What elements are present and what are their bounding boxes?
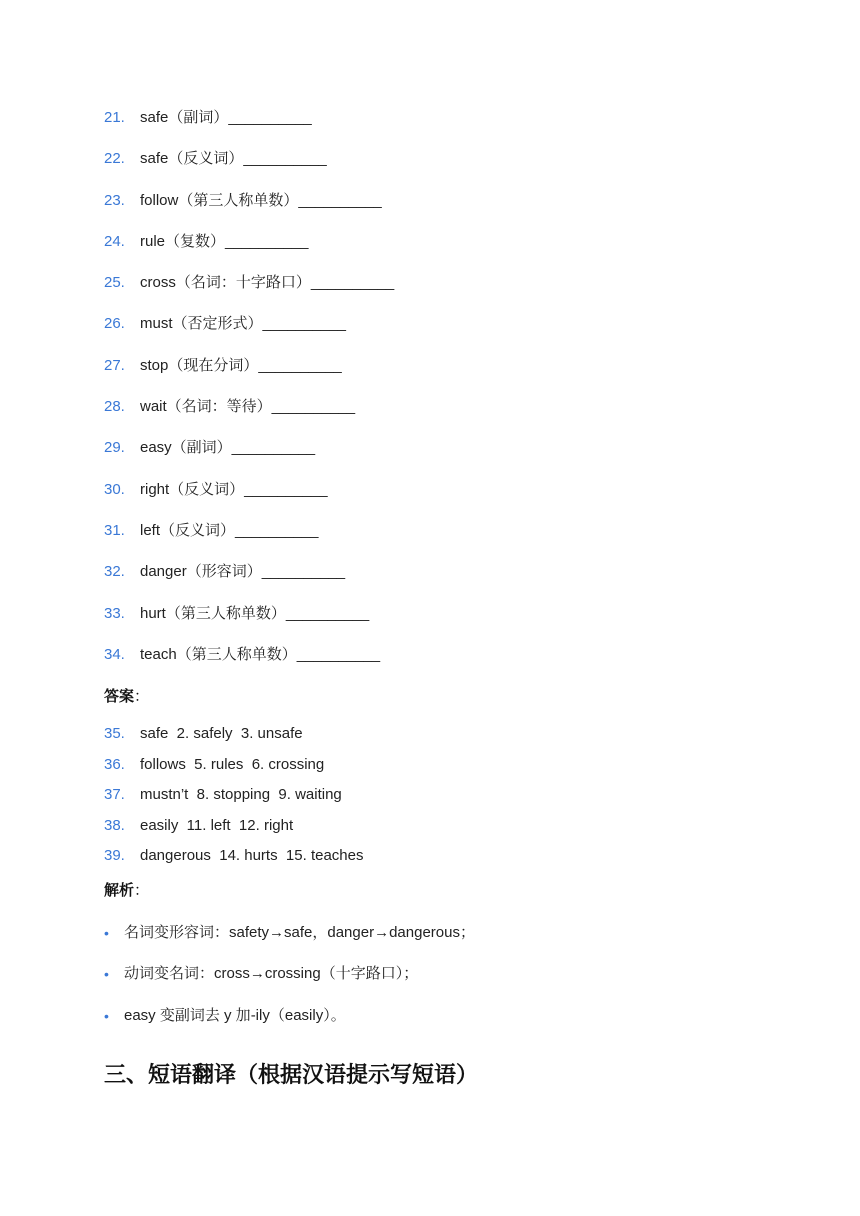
- question-number: 33.: [104, 604, 125, 622]
- question-number: 31.: [104, 521, 125, 539]
- question-text: hurt（第三人称单数）__________: [140, 604, 370, 622]
- question-text: safe（副词）__________: [140, 109, 312, 126]
- analysis-label: [104, 880, 149, 902]
- question-text: rule（复数）__________: [140, 232, 309, 250]
- analysis-text: 名词变形容词：safety→safe，danger→dangerous；: [124, 924, 475, 941]
- answer-item: [104, 784, 363, 815]
- question-list: [104, 107, 394, 685]
- question-number: 26.: [104, 315, 125, 333]
- analysis-text: easy 变副词去 y 加-ily（easily）。: [124, 1006, 346, 1024]
- section-heading: 三、短语翻译（根据汉语提示写短语）: [104, 1063, 479, 1088]
- question-item: [104, 561, 394, 602]
- analysis-item: [104, 922, 475, 963]
- answer-label: [104, 686, 149, 708]
- answer-item: [104, 845, 363, 876]
- answer-item: [104, 754, 363, 785]
- question-text: left（反义词）__________: [140, 521, 319, 539]
- question-text: teach（第三人称单数）__________: [140, 645, 381, 663]
- question-item: [104, 355, 394, 396]
- question-item: [104, 520, 394, 561]
- question-item: [104, 313, 394, 354]
- question-number: 29.: [104, 439, 125, 457]
- answer-text: easily 11. left 12. right: [140, 816, 294, 834]
- question-item: [104, 190, 394, 231]
- question-item: [104, 272, 394, 313]
- question-item: [104, 231, 394, 272]
- question-text: follow（第三人称单数）__________: [140, 191, 382, 209]
- answer-label-colon: ：: [134, 688, 150, 705]
- question-text: stop（现在分词）__________: [140, 356, 342, 374]
- question-item: [104, 479, 394, 520]
- analysis-label-text: 解析: [104, 882, 135, 899]
- question-number: 25.: [104, 274, 125, 292]
- answer-text: dangerous 14. hurts 15. teaches: [140, 847, 364, 865]
- question-number: 30.: [104, 480, 125, 498]
- bullet-icon: •: [104, 1007, 109, 1024]
- analysis-list: [104, 922, 475, 1046]
- answer-number: 35.: [104, 725, 125, 742]
- analysis-text: 动词变名词：cross→crossing（十字路口）；: [124, 965, 419, 983]
- question-text: easy（副词）__________: [140, 439, 316, 457]
- question-item: [104, 107, 394, 148]
- question-item: [104, 644, 394, 685]
- question-text: safe（反义词）__________: [140, 150, 327, 168]
- question-number: 32.: [104, 563, 125, 581]
- answer-number: 37.: [104, 786, 125, 804]
- analysis-item: [104, 1005, 475, 1046]
- answer-text: follows 5. rules 6. crossing: [140, 755, 325, 773]
- answer-text: mustn’t 8. stopping 9. waiting: [140, 786, 342, 804]
- answer-label-text: 答案: [104, 688, 135, 705]
- answer-number: 36.: [104, 755, 125, 773]
- question-item: [104, 396, 394, 437]
- question-number: 27.: [104, 356, 125, 374]
- question-item: [104, 603, 394, 644]
- analysis-item: [104, 963, 475, 1004]
- question-number: 22.: [104, 150, 125, 168]
- question-item: [104, 148, 394, 189]
- question-number: 34.: [104, 645, 125, 663]
- answer-item: [104, 723, 363, 754]
- analysis-label-colon: ：: [134, 882, 150, 899]
- answer-list: [104, 723, 363, 876]
- answer-item: [104, 815, 363, 846]
- bullet-icon: •: [104, 925, 109, 941]
- question-text: cross（名词：十字路口）__________: [140, 274, 395, 292]
- question-text: must（否定形式）__________: [140, 315, 346, 333]
- question-item: [104, 437, 394, 478]
- answer-number: 38.: [104, 816, 125, 834]
- question-number: 21.: [104, 109, 125, 126]
- bullet-icon: •: [104, 966, 109, 983]
- answer-text: safe 2. safely 3. unsafe: [140, 725, 303, 742]
- question-text: right（反义词）__________: [140, 480, 328, 498]
- question-text: wait（名词：等待）__________: [140, 398, 356, 416]
- question-number: 24.: [104, 232, 125, 250]
- answer-number: 39.: [104, 847, 125, 865]
- question-number: 28.: [104, 398, 125, 416]
- question-number: 23.: [104, 191, 125, 209]
- question-text: danger（形容词）__________: [140, 563, 346, 581]
